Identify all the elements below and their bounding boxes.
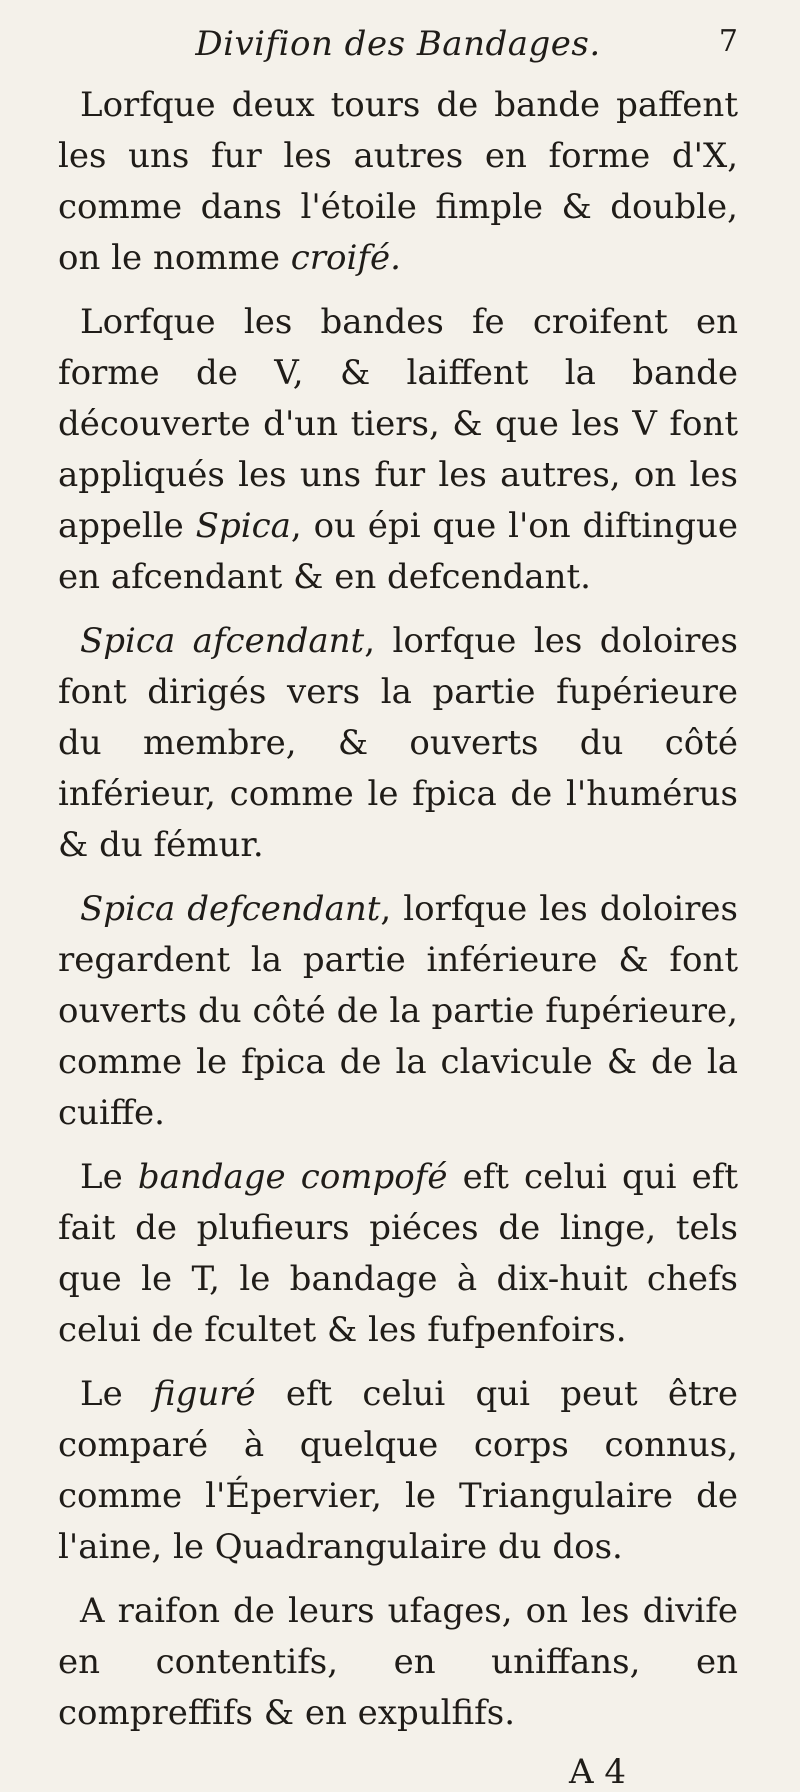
italic-term: Spica — [195, 506, 291, 546]
paragraph — [58, 1369, 738, 1573]
signature-mark: A 4 — [569, 1752, 626, 1792]
paragraph — [58, 297, 738, 603]
italic-term: figuré — [152, 1374, 256, 1414]
italic-term: bandage compofé — [137, 1157, 448, 1197]
text-run: eft celui qui peut être comparé à quelque corps connus, comme l'Épervier, le Triangulaire de l'aine, le Quadrangulaire du dos. — [58, 1374, 739, 1567]
page-number: 7 — [718, 24, 738, 59]
text-run: , lorfque les doloires font dirigés vers la partie fupérieure du membre, & ouverts du côté inférieur, comme le fpica de l'humérus & du fémur. — [58, 621, 739, 865]
text-run: Le — [80, 1374, 153, 1414]
italic-term: croifé. — [290, 238, 401, 278]
body-text — [58, 80, 738, 1739]
paragraph — [58, 1152, 738, 1356]
paragraph — [58, 1586, 738, 1739]
paragraph — [58, 616, 738, 871]
text-run: eft celui qui eft fait de plufieurs piéces de linge, tels que le T, le bandage à dix-huit chefs celui de fcultet & les fufpenfoirs. — [58, 1157, 738, 1350]
paragraph — [58, 884, 738, 1139]
text-run: Le — [80, 1157, 138, 1197]
paragraph — [58, 80, 738, 284]
page-header — [58, 0, 738, 80]
italic-term: Spica afcendant — [80, 621, 365, 661]
text-run: Lorfque deux tours de bande paffent les uns fur les autres en forme d'X, comme dans l'étoile fimple & double, on le nomme — [58, 85, 738, 278]
italic-term: Spica defcendant — [80, 889, 381, 929]
text-run: , ou épi que l'on diftingue en afcendant & en defcendant. — [58, 506, 738, 597]
running-title: Divifion des Bandages. — [195, 24, 601, 64]
text-run: A raifon de leurs ufages, on les divife en contentifs, en uniffans, en compreffifs & en expulfifs. — [58, 1591, 738, 1733]
text-run: , lorfque les doloires regardent la partie inférieure & font ouverts du côté de la partie fupérieure, comme le fpica de la clavicule & de la cuiffe. — [58, 889, 738, 1133]
text-run: Lorfque les bandes fe croifent en forme de V, & laiffent la bande découverte d'un tiers, & que les V font appliqués les uns fur les autres, on les appelle — [58, 302, 738, 546]
